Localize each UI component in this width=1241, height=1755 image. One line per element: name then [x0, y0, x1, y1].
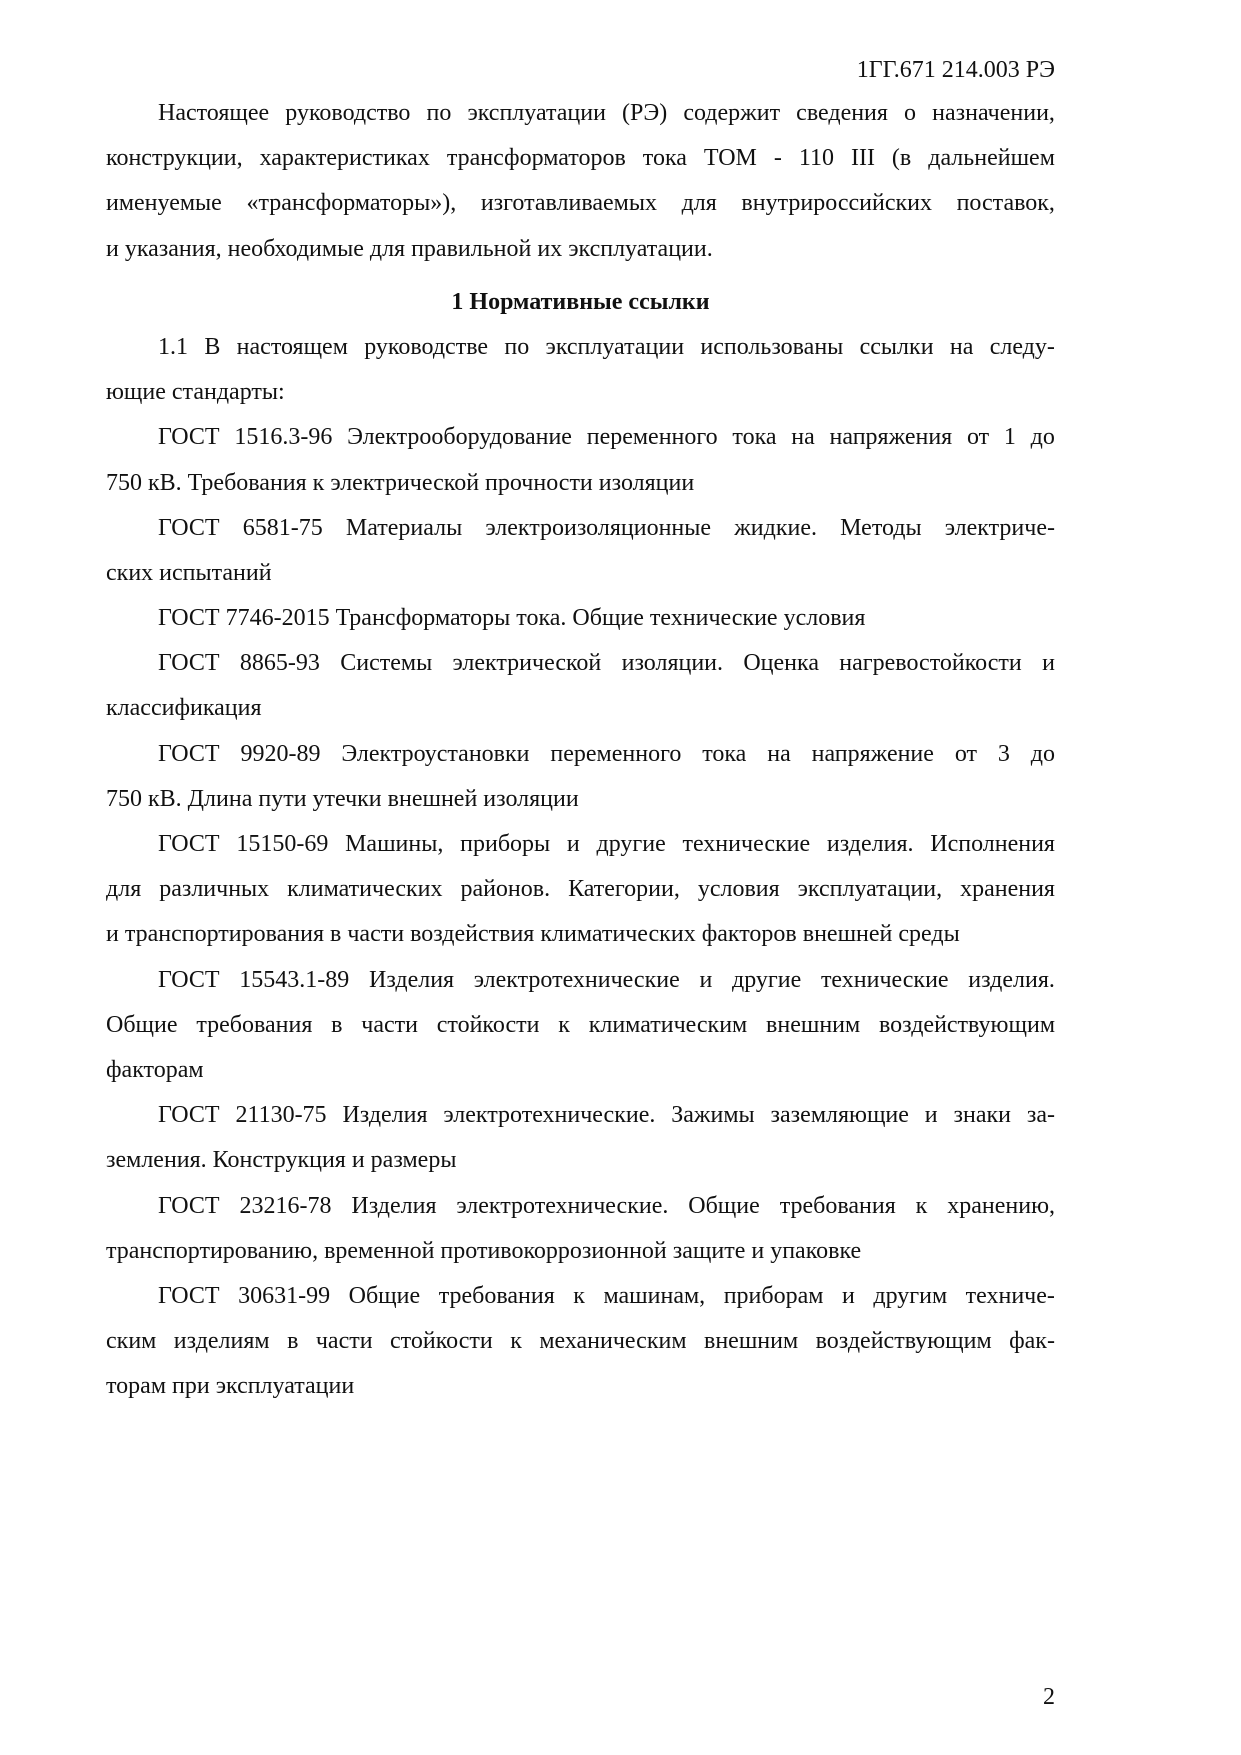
- word: Общие: [348, 1282, 421, 1309]
- word: внутрироссийских: [741, 190, 932, 217]
- text-line: [106, 511, 1055, 556]
- word: Исполнения: [930, 831, 1055, 857]
- word: Категории,: [568, 876, 680, 903]
- word: 9920-89: [240, 740, 321, 767]
- word: изготавливаемых: [480, 190, 657, 217]
- word: 21130-75: [235, 1102, 327, 1129]
- text-line: 750 кВ. Требования к электрической прочности изоляции: [106, 469, 695, 496]
- text-line: [106, 963, 1055, 1008]
- text-line: [106, 872, 1055, 917]
- word: хранению,: [947, 1192, 1055, 1219]
- word: нагревостойкости: [839, 650, 1022, 677]
- word: трансформаторов: [446, 145, 626, 172]
- word: требования: [779, 1192, 896, 1219]
- word: другим: [873, 1282, 948, 1309]
- word: Изделия: [351, 1192, 437, 1219]
- text-line: [106, 737, 1055, 782]
- word: следу-: [989, 333, 1055, 360]
- text-line: [106, 1098, 1055, 1143]
- word: 3: [997, 740, 1010, 767]
- word: технические: [820, 966, 949, 993]
- word: на: [949, 333, 974, 360]
- word: ГОСТ: [158, 966, 220, 993]
- word: ссылки: [859, 333, 934, 360]
- word: технические: [682, 831, 811, 857]
- word: воздействующим: [815, 1328, 992, 1355]
- word: к: [510, 1328, 522, 1355]
- word: к: [915, 1192, 928, 1219]
- word: электротехнические.: [443, 1102, 656, 1129]
- word: тока: [642, 145, 687, 172]
- word: Материалы: [345, 514, 463, 541]
- text-line: [106, 96, 1055, 141]
- word: приборы: [460, 831, 551, 857]
- standard-reference: [106, 1279, 1055, 1415]
- word: -: [773, 145, 782, 172]
- text-line: и транспортирования в части воздействия климатических факторов внешней среды: [106, 921, 960, 948]
- text-line: [106, 646, 1055, 691]
- text-line: классификация: [106, 695, 262, 722]
- text-line: [106, 1008, 1055, 1053]
- word: ГОСТ: [158, 514, 220, 541]
- standard-reference: [106, 511, 1055, 601]
- word: Общие: [688, 1192, 760, 1219]
- word: 15543.1-89: [239, 966, 350, 993]
- word: ГОСТ: [158, 650, 220, 677]
- text-line: ющие стандарты:: [106, 379, 285, 406]
- word: напряжение: [811, 740, 934, 767]
- word: содержит: [683, 100, 781, 126]
- word: требования: [196, 1011, 313, 1038]
- word: условия: [697, 876, 780, 903]
- word: до: [1030, 424, 1055, 451]
- word: использованы: [700, 333, 844, 360]
- word: стойкости: [436, 1011, 540, 1038]
- word: воздействующим: [878, 1011, 1055, 1038]
- word: для: [681, 190, 717, 217]
- word: Методы: [840, 514, 922, 541]
- word: ским: [106, 1328, 157, 1355]
- word: Изделия: [368, 966, 455, 993]
- word: другие: [732, 966, 802, 993]
- text-line: земления. Конструкция и размеры: [106, 1147, 457, 1174]
- word: электротехнические: [473, 966, 680, 993]
- word: ГОСТ: [158, 1282, 220, 1309]
- word: тока: [702, 740, 747, 767]
- document-body: [106, 96, 1055, 1414]
- word: в: [287, 1328, 299, 1355]
- word: электроизоляционные: [485, 514, 712, 541]
- standards-list: [106, 420, 1055, 1414]
- word: ГОСТ: [158, 831, 220, 857]
- word: изделиям: [173, 1328, 270, 1355]
- word: требования: [438, 1282, 555, 1309]
- word: и: [699, 966, 713, 993]
- word: переменного: [586, 424, 718, 451]
- word: назначении,: [932, 100, 1055, 126]
- word: эксплуатации,: [797, 876, 943, 903]
- word: на: [767, 740, 791, 767]
- word: о: [904, 100, 917, 126]
- text-line: [106, 1189, 1055, 1234]
- document-code: 1ГГ.671 214.003 РЭ: [856, 57, 1055, 83]
- text-line: транспортированию, временной противокоррозионной защите и упаковке: [106, 1237, 862, 1264]
- word: изделия.: [826, 831, 914, 857]
- word: электриче-: [944, 514, 1055, 541]
- word: ГОСТ: [158, 424, 220, 451]
- word: Оценка: [743, 650, 819, 677]
- word: Общие: [106, 1011, 178, 1038]
- word: от: [966, 424, 990, 451]
- word: 110: [798, 145, 834, 172]
- word: от: [954, 740, 977, 767]
- word: различных: [159, 876, 270, 903]
- word: в: [331, 1011, 343, 1038]
- word: до: [1030, 740, 1055, 767]
- word: 1.1: [158, 333, 188, 360]
- word: эксплуатации: [545, 333, 685, 360]
- word: знаки: [953, 1102, 1011, 1129]
- word: по: [426, 100, 452, 126]
- word: переменного: [550, 740, 682, 767]
- word: руководстве: [364, 333, 489, 360]
- word: районов.: [460, 876, 551, 903]
- page-number: 2: [1043, 1684, 1055, 1710]
- word: части: [315, 1328, 373, 1355]
- word: настоящем: [236, 333, 348, 360]
- word: техниче-: [965, 1282, 1055, 1309]
- word: Настоящее: [158, 100, 270, 126]
- word: электротехнические.: [456, 1192, 669, 1219]
- section-heading: 1 Нормативные ссылки: [451, 288, 710, 315]
- word: стойкости: [390, 1328, 493, 1355]
- word: для: [106, 876, 142, 903]
- word: Электрооборудование: [347, 424, 572, 451]
- word: 1: [1003, 424, 1016, 451]
- word: части: [361, 1011, 418, 1038]
- word: и: [1042, 650, 1055, 677]
- word: и: [566, 831, 580, 857]
- word: (РЭ): [622, 100, 668, 126]
- word: электрической: [452, 650, 602, 677]
- word: 1516.3-96: [234, 424, 333, 451]
- word: сведения: [796, 100, 888, 126]
- standard-reference: [106, 601, 1055, 646]
- word: Системы: [340, 650, 433, 677]
- word: напряжения: [829, 424, 953, 451]
- text-line: [106, 330, 1055, 375]
- word: 30631-99: [238, 1282, 331, 1309]
- word: внешним: [703, 1328, 799, 1355]
- standard-reference: [106, 963, 1055, 1099]
- word: 8865-93: [239, 650, 320, 677]
- text-line: [106, 186, 1055, 231]
- standard-reference: [106, 1189, 1055, 1279]
- word: 15150-69: [236, 831, 329, 857]
- standard-reference: [106, 1098, 1055, 1188]
- word: III: [850, 145, 875, 172]
- standard-reference: [106, 737, 1055, 827]
- word: именуемые: [106, 190, 222, 217]
- word: за-: [1026, 1102, 1055, 1129]
- word: климатическим: [588, 1011, 748, 1038]
- word: (в: [891, 145, 912, 172]
- word: 6581-75: [242, 514, 323, 541]
- word: машинам,: [603, 1282, 706, 1309]
- word: дальнейшем: [928, 145, 1055, 172]
- word: «трансформаторы»),: [246, 190, 457, 217]
- text-line: торам при эксплуатации: [106, 1373, 355, 1400]
- word: изделия.: [968, 966, 1055, 993]
- word: другие: [596, 831, 666, 857]
- word: конструкции,: [106, 145, 243, 172]
- text-line: ГОСТ 7746-2015 Трансформаторы тока. Общие технические условия: [158, 605, 866, 632]
- standard-reference: [106, 646, 1055, 736]
- text-line: [106, 141, 1055, 186]
- word: внешним: [766, 1011, 861, 1038]
- word: к: [573, 1282, 585, 1309]
- standard-reference: [106, 420, 1055, 510]
- text-line: факторам: [106, 1056, 204, 1083]
- word: ГОСТ: [158, 1102, 220, 1129]
- text-line: [106, 1324, 1055, 1369]
- word: 23216-78: [239, 1192, 332, 1219]
- text-line: ских испытаний: [106, 559, 272, 586]
- clause-1-1: [106, 330, 1055, 420]
- word: Изделия: [342, 1102, 428, 1129]
- word: тока: [732, 424, 777, 451]
- word: Электроустановки: [341, 740, 530, 767]
- word: по: [504, 333, 530, 360]
- text-line: 750 кВ. Длина пути утечки внешней изоляции: [106, 785, 579, 812]
- word: эксплуатации: [467, 100, 606, 126]
- word: и: [841, 1282, 855, 1309]
- word: Зажимы: [671, 1102, 755, 1129]
- word: руководство: [285, 100, 411, 126]
- word: на: [791, 424, 815, 451]
- word: ГОСТ: [158, 740, 220, 767]
- text-line: и указания, необходимые для правильной их эксплуатации.: [106, 235, 713, 262]
- text-line: [106, 420, 1055, 465]
- word: фак-: [1009, 1328, 1055, 1355]
- word: и: [924, 1102, 938, 1129]
- text-line: [106, 827, 1055, 872]
- word: к: [558, 1011, 570, 1038]
- intro-paragraph: [106, 96, 1055, 277]
- word: Машины,: [345, 831, 444, 857]
- word: изоляции.: [621, 650, 724, 677]
- word: характеристиках: [259, 145, 430, 172]
- word: заземляющие: [770, 1102, 909, 1129]
- word: поставок,: [956, 190, 1055, 217]
- word: механическим: [539, 1328, 687, 1355]
- word: хранения: [960, 876, 1055, 903]
- text-line: [106, 1279, 1055, 1324]
- word: ГОСТ: [158, 1192, 220, 1219]
- word: климатических: [287, 876, 443, 903]
- word: жидкие.: [734, 514, 817, 541]
- word: В: [204, 333, 221, 360]
- word: ТОМ: [703, 145, 757, 172]
- standard-reference: [106, 827, 1055, 963]
- word: приборам: [723, 1282, 824, 1309]
